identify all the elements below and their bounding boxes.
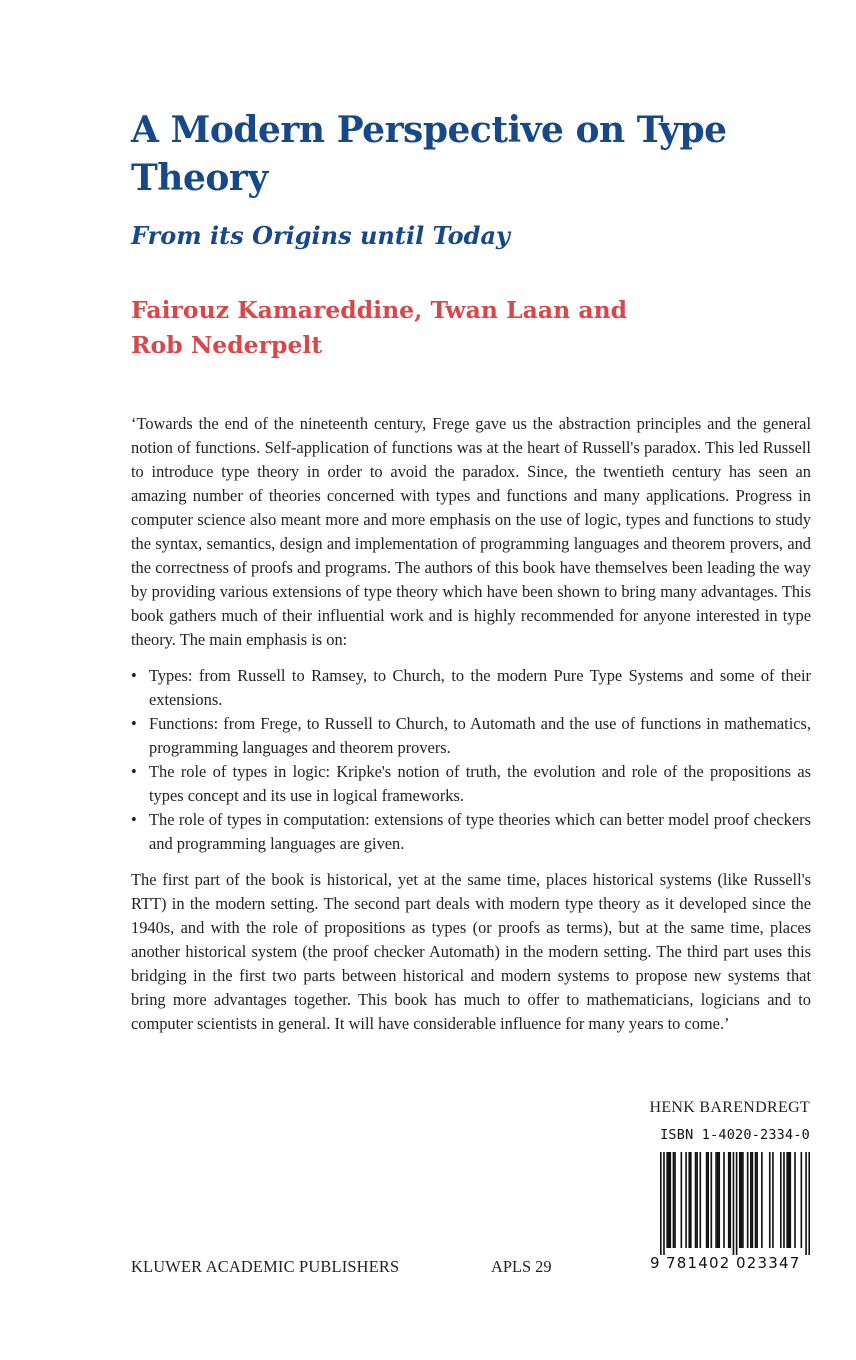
barcode-bar <box>789 1152 791 1248</box>
barcode-bar <box>673 1152 675 1248</box>
barcode-bar <box>690 1152 692 1248</box>
bullet-icon: • <box>131 666 137 685</box>
barcode-graphic <box>660 1152 810 1255</box>
barcode-bar <box>733 1152 735 1255</box>
list-item <box>131 808 811 856</box>
barcode-bar <box>717 1152 719 1248</box>
book-title: A Modern Perspective on Type Theory <box>131 109 727 199</box>
barcode-bar <box>747 1152 749 1248</box>
barcode-digits <box>650 1253 812 1273</box>
barcode-bar <box>695 1152 697 1248</box>
barcode-bar <box>660 1152 662 1255</box>
series-label: APLS 29 <box>491 1257 552 1276</box>
barcode-bar <box>715 1152 717 1248</box>
bullet-icon: • <box>131 810 137 829</box>
barcode-bar <box>706 1152 708 1248</box>
bullet-icon: • <box>131 714 137 733</box>
publisher-name: KLUWER ACADEMIC PUBLISHERS <box>131 1257 400 1276</box>
barcode-bar <box>742 1152 744 1248</box>
barcode-bar <box>805 1152 807 1255</box>
barcode-bar <box>711 1152 713 1248</box>
list-item <box>131 712 811 760</box>
barcode-bar <box>801 1152 803 1248</box>
barcode-bar <box>761 1152 763 1248</box>
barcode-digits-left: 781402 <box>666 1254 731 1272</box>
barcode-digit-first: 9 <box>650 1254 660 1272</box>
barcode-bar <box>718 1152 720 1248</box>
barcode-bar <box>756 1152 758 1248</box>
list-item-text: The role of types in logic: Kripke's notion of truth, the evolution and role of the propositions as types concept and its use in logical frameworks. <box>149 762 811 805</box>
barcode-bar <box>808 1152 810 1255</box>
quote-intro: ‘Towards the end of the nineteenth century, Frege gave us the abstraction principles and the general notion of functions. Self-application of functions was at the heart of Russell's paradox. This led Russell to introduce type theory in order to avoid the paradox. Since, the twentieth century has seen an amazing number of theories concerned with types and functions and many applications. Progress in computer science also meant more and more emphasis on the use of logic, types and functions to study the syntax, semantics, design and implementation of programming languages and theorem provers, and the correctness of proofs and programs. The authors of this book have themselves been leading the way by providing various extensions of type theory which have been shown to bring many advantages. This book gathers much of their influential work and is highly recommended for anyone interested in type theory. The main emphasis is on: <box>131 414 811 649</box>
bullet-icon: • <box>131 762 137 781</box>
barcode-bar <box>739 1152 741 1248</box>
reviewer-name: HENK BARENDREGT <box>649 1099 810 1116</box>
barcode-bar <box>729 1152 731 1248</box>
barcode-bar <box>772 1152 774 1248</box>
book-subtitle: From its Origins until Today <box>131 221 510 250</box>
barcode-bar <box>769 1152 771 1248</box>
barcode-bar <box>752 1152 754 1248</box>
barcode-bar <box>668 1152 670 1248</box>
barcode-bar <box>788 1152 790 1248</box>
barcode-bar <box>723 1152 725 1248</box>
list-item-text: The role of types in computation: extensions of type theories which can better model proof checkers and programming languages are given. <box>149 810 811 853</box>
barcode-bar <box>783 1152 785 1248</box>
barcode-bar <box>780 1152 782 1248</box>
barcode-bar <box>663 1152 665 1255</box>
barcode-digits-right: 023347 <box>736 1254 801 1272</box>
barcode-bar <box>688 1152 690 1248</box>
barcode-bar <box>755 1152 757 1248</box>
barcode-bar <box>707 1152 709 1248</box>
barcode-bar <box>786 1152 788 1248</box>
barcode-bar <box>750 1152 752 1248</box>
quote-closing: The first part of the book is historical, yet at the same time, places historical systems (like Russell's RTT) in the modern setting. The second part deals with modern type theory as it developed since the 1940s, and with the role of propositions as types (or proofs as terms), but at the same time, places another historical system (the proof checker Automath) in the modern setting. The third part uses this bridging in the first two parts between historical and modern systems to propose new systems that bring more advantages together. This book has much to offer to mathematicians, logicians and to computer scientists in general. It will have considerable influence for many years to come.’ <box>131 870 811 1033</box>
list-item <box>131 664 811 712</box>
barcode-bar <box>674 1152 676 1248</box>
list-item-text: Functions: from Frege, to Russell to Church, to Automath and the use of functions in mathematics, programming languages and theorem provers. <box>149 714 811 757</box>
barcode-bar <box>794 1152 796 1248</box>
barcode-bar <box>699 1152 701 1248</box>
emphasis-list <box>131 664 811 856</box>
barcode-bar <box>681 1152 683 1248</box>
barcode-bar <box>696 1152 698 1248</box>
book-authors: Fairouz Kamareddine, Twan Laan and Rob Nederpelt <box>131 296 628 359</box>
barcode-bar <box>728 1152 730 1248</box>
barcode-bar <box>669 1152 671 1248</box>
barcode-bar <box>666 1152 668 1248</box>
list-item <box>131 760 811 808</box>
list-item-text: Types: from Russell to Ramsey, to Church, to the modern Pure Type Systems and some of their extensions. <box>149 666 811 709</box>
review-quote <box>131 412 811 1036</box>
isbn-label: ISBN 1-4020-2334-0 <box>660 1127 810 1143</box>
barcode-bar <box>685 1152 687 1248</box>
barcode-bar <box>736 1152 738 1255</box>
barcode-bar <box>741 1152 743 1248</box>
